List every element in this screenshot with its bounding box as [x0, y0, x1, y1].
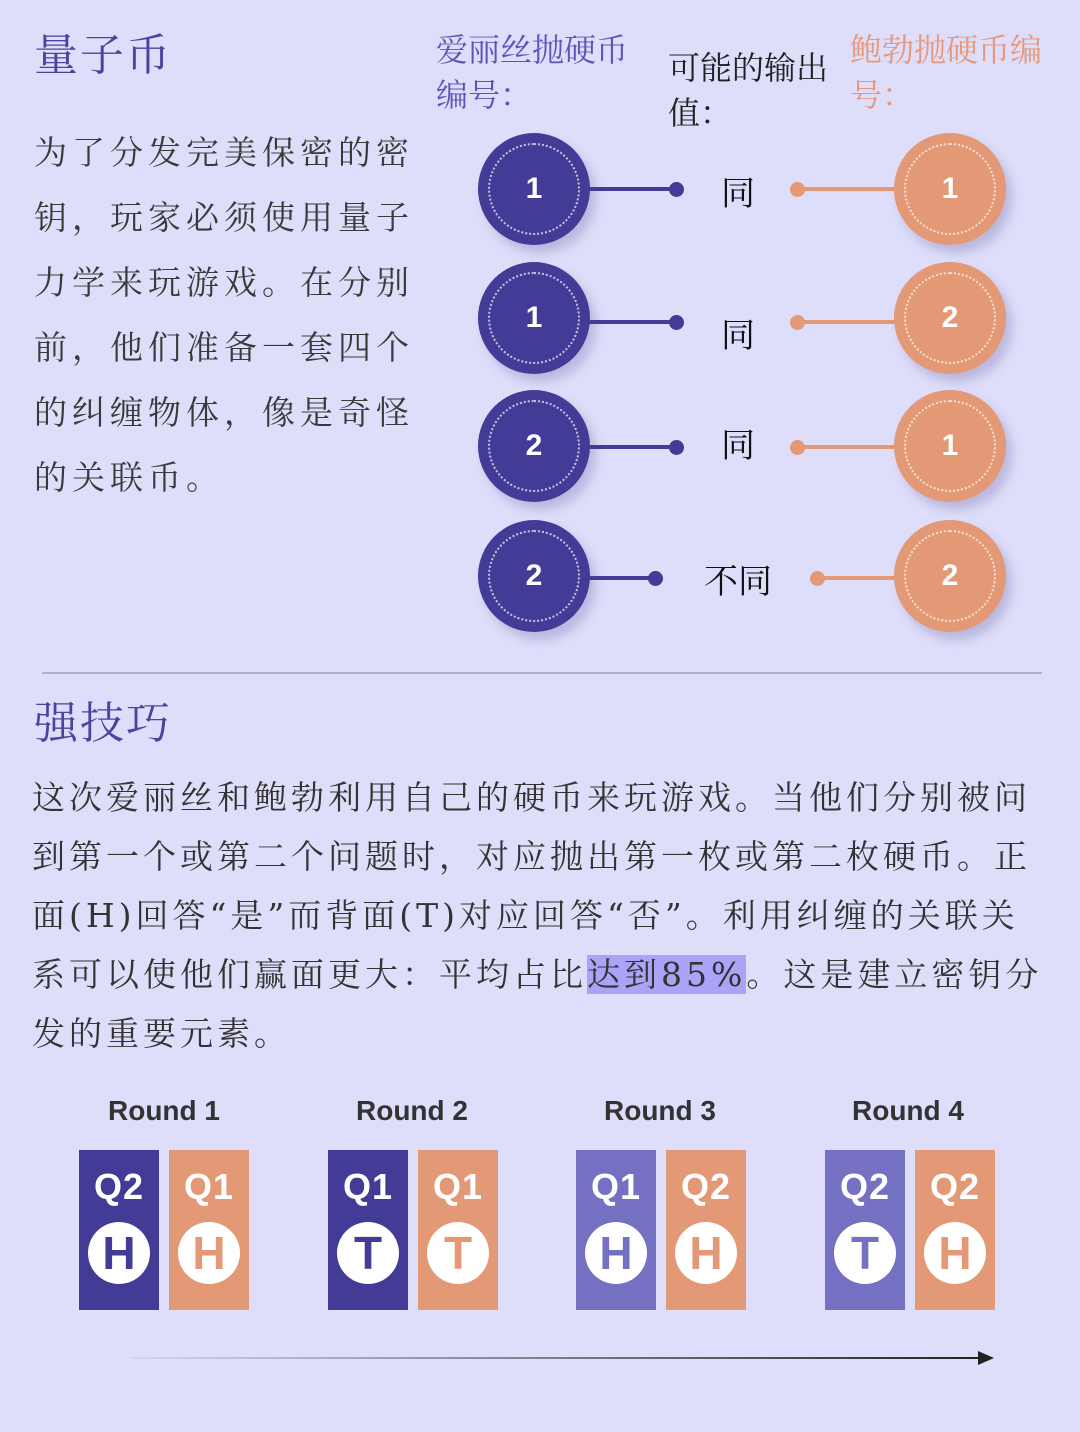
alice-coin	[478, 133, 590, 245]
question-label: Q1	[590, 1166, 642, 1207]
bob-connector	[797, 320, 897, 324]
bob-coin-number: 2	[941, 301, 959, 334]
alice-coin	[478, 390, 590, 502]
coin-face: H	[675, 1222, 737, 1284]
output-value: 同	[721, 174, 755, 214]
question-label: Q2	[93, 1166, 145, 1207]
section-divider	[42, 672, 1042, 674]
coin-face: H	[924, 1222, 986, 1284]
paragraph-text-end: 。这是建立密钥分发的重要元素。	[32, 955, 1043, 1053]
alice-column-label: 爱丽丝抛硬币编号：	[436, 31, 629, 114]
bob-coin	[894, 133, 1006, 245]
round-title: Round 1	[108, 1095, 220, 1126]
section-title-strong-trick: 强技巧	[34, 698, 172, 749]
bob-card	[666, 1150, 746, 1310]
alice-connector	[588, 320, 676, 324]
bob-card	[418, 1150, 498, 1310]
coin-face: H	[178, 1222, 240, 1284]
bob-connector	[797, 187, 897, 191]
alice-connector	[588, 576, 654, 580]
bob-coin	[894, 520, 1006, 632]
bob-coin-number: 1	[941, 429, 959, 462]
question-label: Q1	[183, 1166, 235, 1207]
coin-face: T	[337, 1222, 399, 1284]
alice-card	[79, 1150, 159, 1310]
bob-coin	[894, 390, 1006, 502]
alice-card	[825, 1150, 905, 1310]
bob-coin-number: 1	[941, 172, 959, 205]
alice-coin-number: 1	[525, 301, 543, 334]
arrow-right-icon	[978, 1351, 994, 1365]
alice-connector	[588, 187, 676, 191]
coin-face: H	[585, 1222, 647, 1284]
output-value: 同	[721, 426, 755, 466]
question-label: Q2	[680, 1166, 732, 1207]
alice-card	[328, 1150, 408, 1310]
alice-coin-number: 2	[525, 559, 543, 592]
alice-connector-dot	[648, 571, 663, 586]
highlighted-win-rate: 达到85%	[587, 955, 747, 994]
output-value: 不同	[704, 562, 772, 602]
alice-connector	[588, 445, 676, 449]
question-label: Q1	[342, 1166, 394, 1207]
paragraph-text: 这次爱丽丝和鲍勃利用自己的硬币来玩游戏。当他们分别被问到第一个或第二个问题时，对应抛出第一枚或第二枚硬币。正面(H)回答“是”而背面(T)对应回答“否”。利用纠缠的关联关系可以使他们赢面更大：平均占比	[32, 778, 1031, 994]
section-title-quantum-coins: 量子币	[34, 30, 172, 81]
coin-face: T	[834, 1222, 896, 1284]
output-value: 同	[721, 316, 755, 356]
alice-card	[576, 1150, 656, 1310]
bob-coin-number: 2	[941, 559, 959, 592]
alice-coin-number: 1	[525, 172, 543, 205]
alice-coin-number: 2	[525, 429, 543, 462]
alice-coin	[478, 262, 590, 374]
bob-connector	[797, 445, 897, 449]
bob-column-label: 鲍勃抛硬币编号：	[850, 31, 1043, 114]
question-label: Q1	[432, 1166, 484, 1207]
question-label: Q2	[929, 1166, 981, 1207]
round-title: Round 2	[356, 1095, 468, 1126]
output-column-label: 可能的输出值：	[668, 49, 829, 132]
bob-card	[915, 1150, 995, 1310]
intro-text: 为了分发完美保密的密钥，玩家必须使用量子力学来玩游戏。在分别前，他们准备一套四个的纠缠物体，像是奇怪的关联币。	[34, 133, 414, 497]
round-title: Round 3	[604, 1095, 716, 1126]
alice-coin	[478, 520, 590, 632]
timeline-arrow-line	[130, 1357, 980, 1359]
coin-face: T	[427, 1222, 489, 1284]
round-title: Round 4	[852, 1095, 964, 1126]
strategy-paragraph	[32, 768, 1052, 1063]
question-label: Q2	[839, 1166, 891, 1207]
bob-coin	[894, 262, 1006, 374]
coin-face: H	[88, 1222, 150, 1284]
bob-connector	[817, 576, 897, 580]
bob-card	[169, 1150, 249, 1310]
